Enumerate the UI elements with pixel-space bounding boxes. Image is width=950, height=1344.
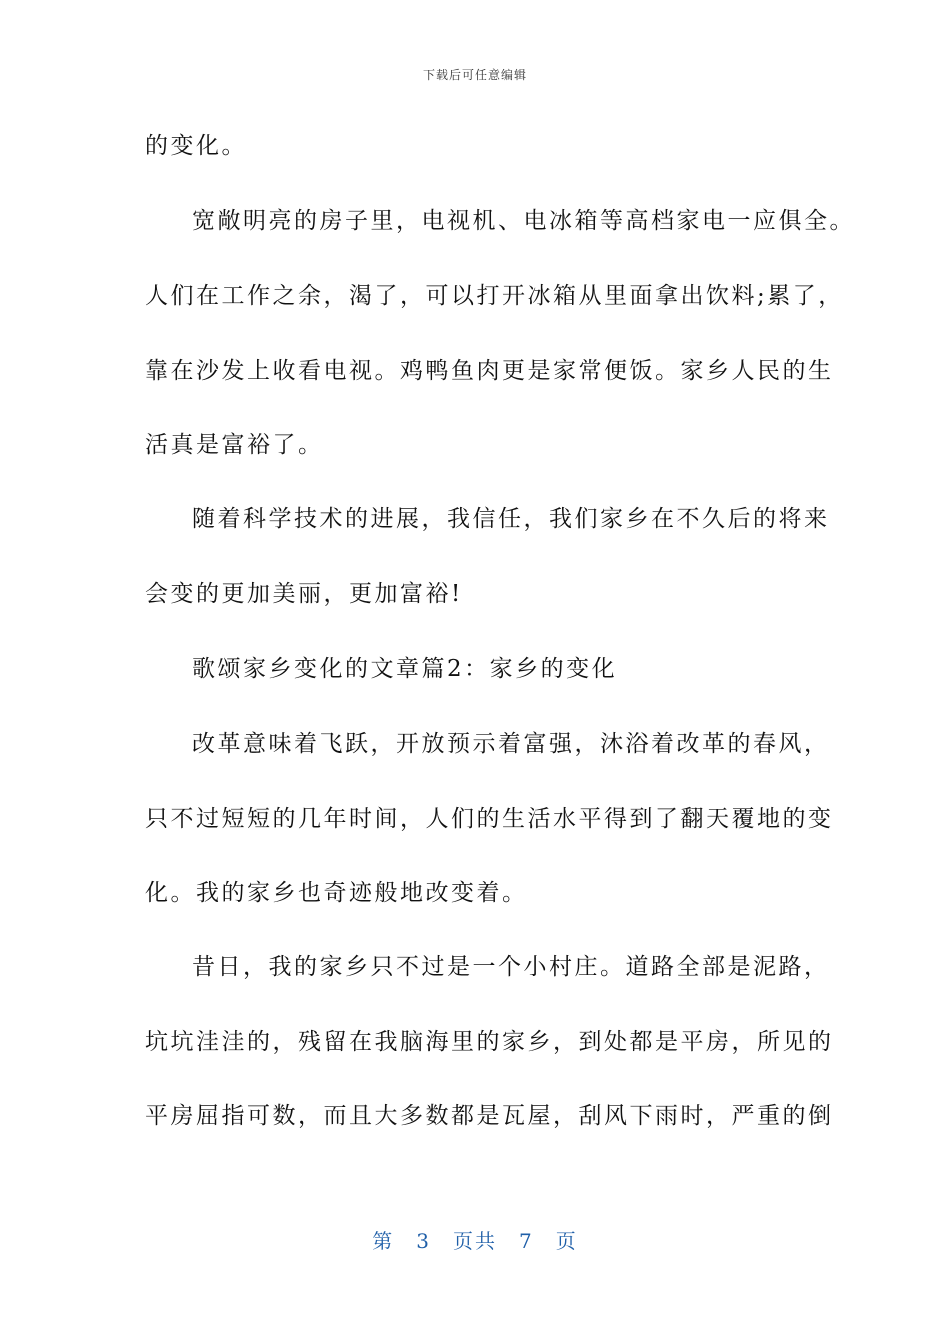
- text-line: 会变的更加美丽，更加富裕!: [145, 581, 463, 607]
- text-line: 平房屈指可数，而且大多数都是瓦屋，刮风下雨时，严重的倒: [145, 1103, 834, 1129]
- footer-middle: 页共: [453, 1229, 497, 1253]
- text-line: 改革意味着飞跃，开放预示着富强，沐浴着改革的春风，: [192, 731, 830, 757]
- page-footer: [0, 1225, 950, 1254]
- section-heading: 歌颂家乡变化的文章篇2：家乡的变化: [192, 656, 618, 682]
- text-line: 宽敞明亮的房子里，电视机、电冰箱等高档家电一应俱全。: [192, 208, 855, 234]
- text-line: 昔日，我的家乡只不过是一个小村庄。道路全部是泥路，: [192, 954, 830, 980]
- text-line: 随着科学技术的进展，我信任，我们家乡在不久后的将来: [192, 506, 830, 532]
- text-line: 靠在沙发上收看电视。鸡鸭鱼肉更是家常便饭。家乡人民的生: [145, 358, 834, 384]
- text-line: 活真是富裕了。: [145, 432, 324, 458]
- footer-suffix: 页: [555, 1229, 578, 1253]
- page-header: 下载后可任意编辑: [422, 68, 527, 82]
- footer-prefix: 第: [372, 1229, 395, 1253]
- text-line: 的变化。: [145, 133, 247, 159]
- text-line: 坑坑洼洼的，残留在我脑海里的家乡，到处都是平房，所见的: [145, 1029, 834, 1055]
- total-page-number: 7: [519, 1229, 534, 1253]
- text-line: 人们在工作之余，渴了，可以打开冰箱从里面拿出饮料;累了，: [145, 283, 844, 309]
- text-line: 只不过短短的几年时间，人们的生活水平得到了翻天覆地的变: [145, 806, 834, 832]
- current-page-number: 3: [416, 1229, 431, 1253]
- text-line: 化。我的家乡也奇迹般地改变着。: [145, 880, 528, 906]
